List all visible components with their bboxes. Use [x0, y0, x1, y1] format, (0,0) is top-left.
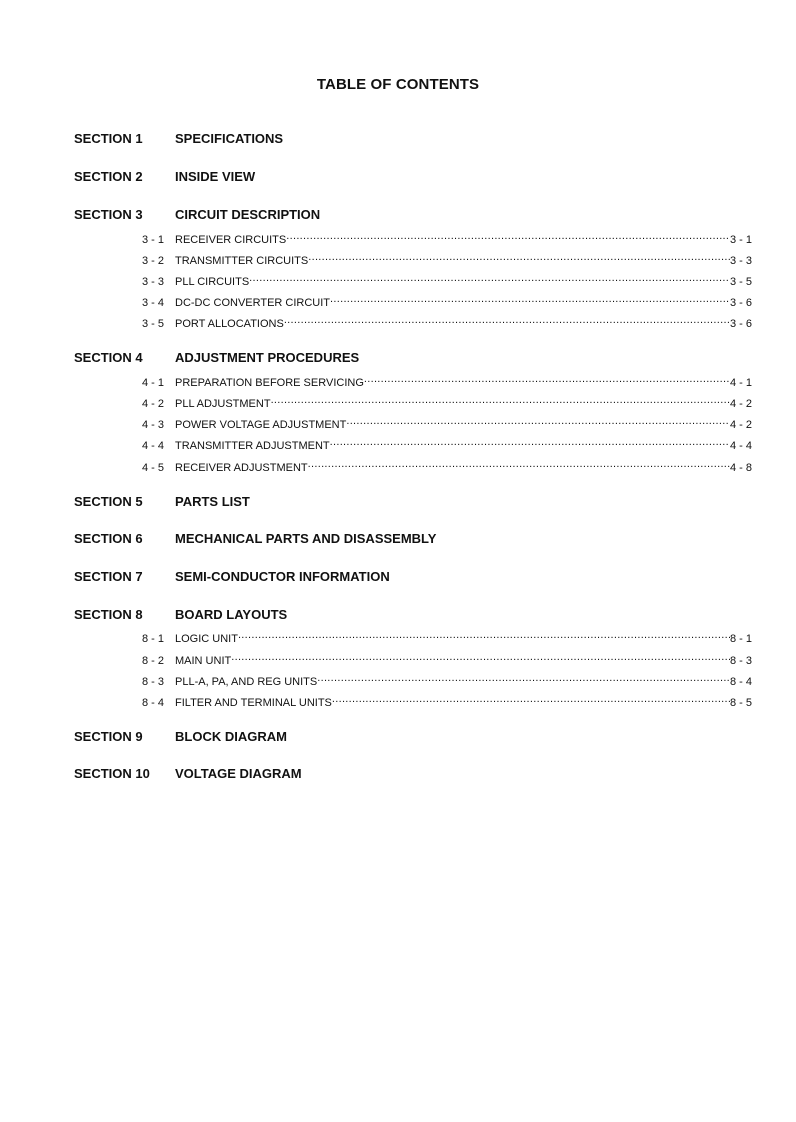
toc-section-adjustment-procedures[interactable] [74, 350, 359, 366]
toc-entry-pll-circuits[interactable] [142, 271, 752, 288]
toc-section-board-layouts[interactable] [74, 607, 287, 623]
entry-page: 3 - 6 [729, 297, 752, 309]
toc-section-block-diagram[interactable] [74, 729, 287, 745]
section-title: INSIDE VIEW [175, 169, 256, 184]
toc-section-inside-view[interactable] [74, 169, 255, 185]
toc-entry-transmitter-adjustment[interactable] [142, 435, 752, 452]
entry-number: 4 - 4 [142, 440, 165, 452]
entry-page: 8 - 3 [729, 655, 752, 667]
entry-title: RECEIVER CIRCUITS [175, 234, 287, 246]
section-label: SECTION 7 [74, 569, 143, 584]
toc-section-parts-list[interactable] [74, 494, 250, 510]
section-title: VOLTAGE DIAGRAM [175, 766, 302, 781]
toc-entry-filter-terminal-units[interactable] [142, 692, 752, 709]
dot-leader [346, 414, 730, 428]
entry-title: POWER VOLTAGE ADJUSTMENT [175, 419, 347, 431]
toc-entry-pll-adjustment[interactable] [142, 393, 752, 410]
dot-leader [330, 292, 730, 306]
entry-title: PLL CIRCUITS [175, 276, 250, 288]
dot-leader [284, 313, 730, 327]
entry-page: 8 - 4 [729, 676, 752, 688]
dot-leader [317, 671, 730, 685]
entry-title: PLL ADJUSTMENT [175, 398, 271, 410]
section-label: SECTION 1 [74, 131, 143, 146]
dot-leader [249, 271, 730, 285]
entry-number: 3 - 1 [142, 234, 165, 246]
toc-entry-port-allocations[interactable] [142, 313, 752, 330]
section-title: PARTS LIST [175, 494, 250, 509]
entry-title: PREPARATION BEFORE SERVICING [175, 377, 364, 389]
toc-entry-main-unit[interactable] [142, 650, 752, 667]
entry-title: PLL-A, PA, AND REG UNITS [175, 676, 318, 688]
toc-section-voltage-diagram[interactable] [74, 766, 302, 782]
entry-number: 4 - 3 [142, 419, 165, 431]
section-label: SECTION 10 [74, 766, 150, 781]
section-title: BOARD LAYOUTS [175, 607, 288, 622]
entry-title: PORT ALLOCATIONS [175, 318, 284, 330]
section-label: SECTION 5 [74, 494, 143, 509]
toc-entry-preparation-before-servicing[interactable] [142, 372, 752, 389]
section-title: ADJUSTMENT PROCEDURES [175, 350, 360, 365]
entry-title: FILTER AND TERMINAL UNITS [175, 697, 332, 709]
toc-entry-dc-dc-converter-circuit[interactable] [142, 292, 752, 309]
entry-number: 3 - 3 [142, 276, 165, 288]
section-label: SECTION 3 [74, 207, 143, 222]
dot-leader [238, 628, 730, 642]
entry-number: 4 - 1 [142, 377, 165, 389]
entry-page: 4 - 4 [729, 440, 752, 452]
entry-page: 3 - 1 [729, 234, 752, 246]
entry-number: 4 - 2 [142, 398, 165, 410]
entry-page: 4 - 1 [729, 377, 752, 389]
dot-leader [308, 457, 730, 471]
entry-page: 4 - 8 [729, 462, 752, 474]
entry-number: 3 - 5 [142, 318, 165, 330]
section-title: SEMI-CONDUCTOR INFORMATION [175, 569, 390, 584]
section-title: CIRCUIT DESCRIPTION [175, 207, 321, 222]
entry-number: 8 - 4 [142, 697, 165, 709]
entry-title: MAIN UNIT [175, 655, 232, 667]
page-title: TABLE OF CONTENTS [316, 76, 480, 93]
entry-title: TRANSMITTER ADJUSTMENT [175, 440, 330, 452]
dot-leader [231, 650, 730, 664]
section-label: SECTION 9 [74, 729, 143, 744]
section-title: SPECIFICATIONS [175, 131, 284, 146]
entry-number: 8 - 1 [142, 633, 165, 645]
toc-section-mechanical-parts[interactable] [74, 531, 436, 547]
entry-number: 4 - 5 [142, 462, 165, 474]
toc-entry-power-voltage-adjustment[interactable] [142, 414, 752, 431]
toc-entry-receiver-circuits[interactable] [142, 229, 752, 246]
entry-title: DC-DC CONVERTER CIRCUIT [175, 297, 331, 309]
toc-entry-receiver-adjustment[interactable] [142, 457, 752, 474]
entry-page: 4 - 2 [729, 419, 752, 431]
toc-section-specifications[interactable] [74, 131, 283, 147]
entry-title: TRANSMITTER CIRCUITS [175, 255, 309, 267]
entry-number: 8 - 3 [142, 676, 165, 688]
dot-leader [308, 250, 730, 264]
entry-page: 8 - 1 [729, 633, 752, 645]
entry-title: LOGIC UNIT [175, 633, 238, 645]
dot-leader [271, 393, 730, 407]
section-label: SECTION 6 [74, 531, 143, 546]
entry-title: RECEIVER ADJUSTMENT [175, 462, 308, 474]
dot-leader [286, 229, 730, 243]
entry-number: 3 - 2 [142, 255, 165, 267]
dot-leader [332, 692, 730, 706]
toc-entry-logic-unit[interactable] [142, 628, 752, 645]
entry-number: 8 - 2 [142, 655, 165, 667]
dot-leader [330, 435, 730, 449]
section-label: SECTION 8 [74, 607, 143, 622]
toc-section-circuit-description[interactable] [74, 207, 320, 223]
entry-page: 8 - 5 [729, 697, 752, 709]
entry-page: 3 - 3 [729, 255, 752, 267]
section-title: MECHANICAL PARTS AND DISASSEMBLY [175, 531, 437, 546]
toc-entry-pll-a-pa-reg-units[interactable] [142, 671, 752, 688]
entry-page: 3 - 6 [729, 318, 752, 330]
entry-number: 3 - 4 [142, 297, 165, 309]
section-title: BLOCK DIAGRAM [175, 729, 287, 744]
toc-section-semi-conductor-information[interactable] [74, 569, 390, 585]
dot-leader [364, 372, 730, 386]
section-label: SECTION 2 [74, 169, 143, 184]
entry-page: 4 - 2 [729, 398, 752, 410]
section-label: SECTION 4 [74, 350, 143, 365]
entry-page: 3 - 5 [729, 276, 752, 288]
toc-entry-transmitter-circuits[interactable] [142, 250, 752, 267]
